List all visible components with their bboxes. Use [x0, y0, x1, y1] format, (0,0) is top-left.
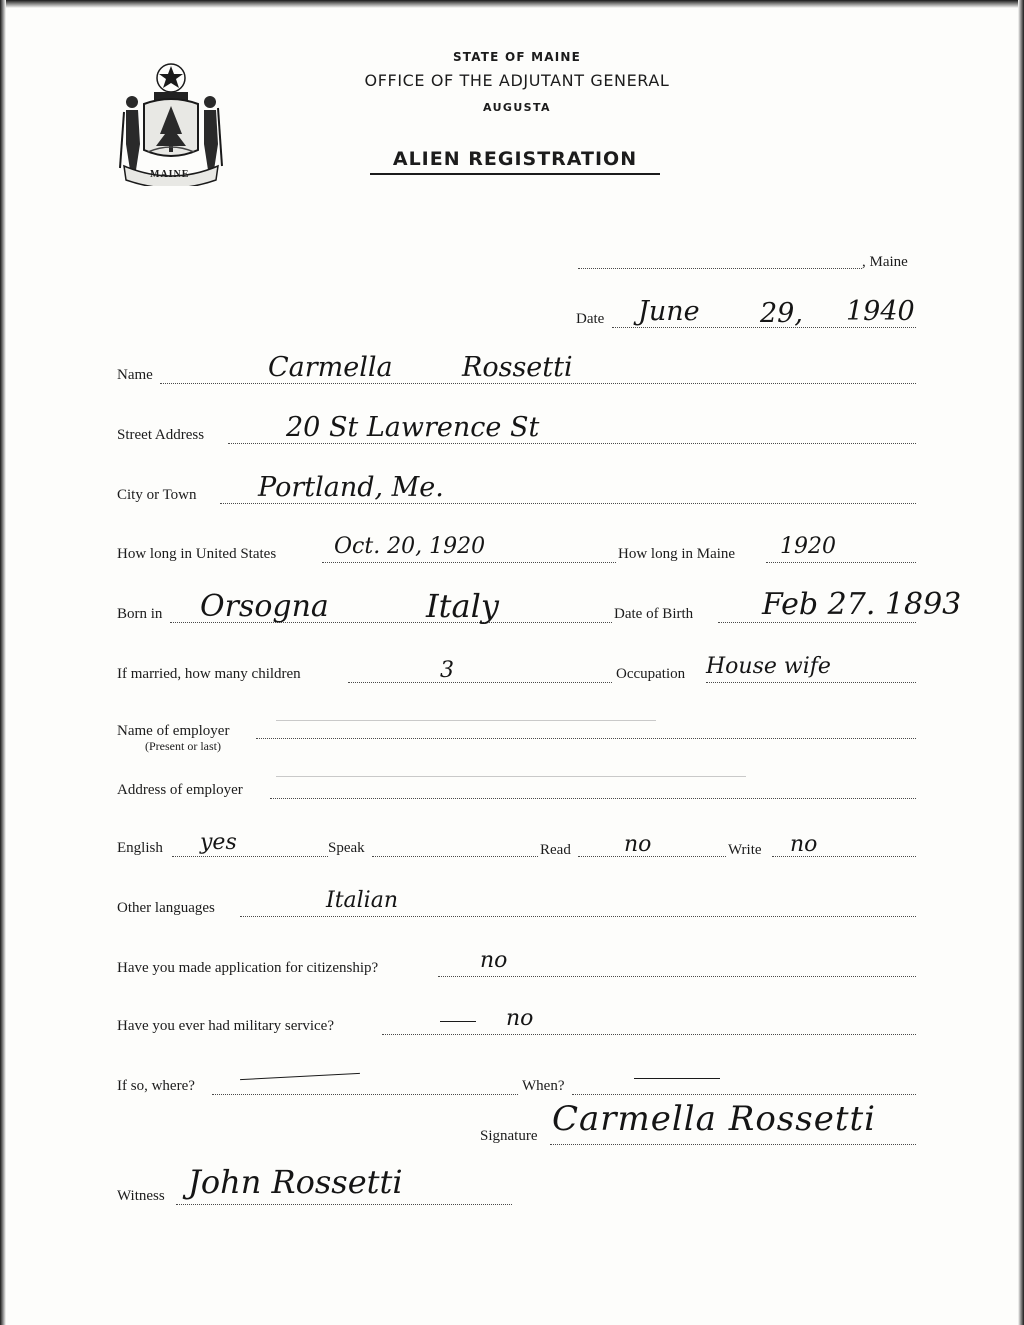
read-value: no: [624, 832, 652, 857]
speak-field-line[interactable]: [372, 856, 538, 857]
when-field-line[interactable]: [572, 1094, 916, 1095]
born-label: Born in: [117, 606, 163, 622]
place-field-line[interactable]: [578, 268, 862, 269]
where-label: If so, where?: [117, 1078, 195, 1094]
children-label: If married, how many children: [117, 666, 301, 682]
date-month-value: June: [638, 296, 700, 327]
date-label: Date: [576, 311, 605, 327]
scan-edge-right: [1018, 0, 1024, 1325]
children-value: 3: [440, 658, 454, 683]
read-label: Read: [540, 842, 571, 858]
english-label: English: [117, 840, 163, 856]
seal-banner-text: MAINE: [150, 169, 190, 180]
signature-field-line[interactable]: [550, 1144, 916, 1145]
employer-address-erased-mark: [276, 776, 746, 777]
witness-field-line[interactable]: [176, 1204, 512, 1205]
header-state: STATE OF MAINE: [452, 50, 582, 64]
name-label: Name: [117, 367, 153, 383]
military-field-line[interactable]: [382, 1034, 916, 1035]
born-country-value: Italy: [426, 587, 499, 625]
form-title: ALIEN REGISTRATION: [370, 148, 660, 175]
children-field-line[interactable]: [348, 682, 612, 683]
citizenship-field-line[interactable]: [438, 976, 916, 977]
maine-value: 1920: [780, 534, 836, 559]
scan-edge-left: [0, 0, 6, 1325]
name-first-value: Carmella: [268, 352, 393, 383]
name-field-line[interactable]: [160, 383, 916, 384]
employer-address-label: Address of employer: [117, 782, 243, 798]
other-lang-field-line[interactable]: [240, 916, 916, 917]
city-label: City or Town: [117, 487, 197, 503]
us-label: How long in United States: [117, 546, 277, 562]
dob-label: Date of Birth: [614, 606, 694, 622]
employer-sublabel: (Present or last): [145, 739, 221, 753]
english-value: yes: [200, 830, 237, 855]
when-label: When?: [522, 1078, 565, 1094]
english-field-line[interactable]: [172, 856, 328, 857]
when-dash-mark: [634, 1078, 720, 1079]
employer-address-field-line[interactable]: [270, 798, 916, 799]
dob-field-line[interactable]: [718, 622, 916, 623]
name-last-value: Rossetti: [462, 352, 573, 383]
street-field-line[interactable]: [228, 443, 916, 444]
occupation-value: House wife: [706, 654, 831, 679]
write-label: Write: [728, 842, 762, 858]
read-field-line[interactable]: [578, 856, 726, 857]
military-label: Have you ever had military service?: [117, 1018, 334, 1034]
citizenship-value: no: [480, 948, 508, 973]
occupation-label: Occupation: [616, 666, 686, 682]
witness-label: Witness: [117, 1188, 165, 1204]
signature-label: Signature: [480, 1128, 538, 1144]
maine-field-line[interactable]: [766, 562, 916, 563]
where-field-line[interactable]: [212, 1094, 518, 1095]
street-label: Street Address: [117, 427, 205, 443]
header-city: AUGUSTA: [483, 101, 551, 114]
place-suffix: , Maine: [862, 254, 908, 270]
city-value: Portland, Me.: [258, 472, 444, 503]
city-field-line[interactable]: [220, 503, 916, 504]
maine-label: How long in Maine: [618, 546, 736, 562]
other-lang-value: Italian: [326, 888, 399, 913]
born-town-value: Orsogna: [200, 589, 329, 624]
witness-value: John Rossetti: [188, 1163, 403, 1201]
other-lang-label: Other languages: [117, 900, 215, 916]
military-value: no: [506, 1006, 534, 1031]
date-year-value: 1940: [846, 296, 915, 327]
employer-erased-mark: [276, 720, 656, 721]
military-dash-mark: [440, 1021, 476, 1022]
scan-edge-top: [0, 0, 1024, 8]
header-office: OFFICE OF THE ADJUTANT GENERAL: [364, 71, 670, 90]
occupation-field-line[interactable]: [706, 682, 916, 683]
signature-value: Carmella Rossetti: [552, 1099, 877, 1139]
date-day-value: 29,: [760, 298, 803, 329]
street-value: 20 St Lawrence St: [286, 412, 540, 443]
us-value: Oct. 20, 1920: [334, 534, 486, 559]
state-seal-icon: [116, 62, 226, 186]
write-value: no: [790, 832, 818, 857]
employer-field-line[interactable]: [256, 738, 916, 739]
where-dash-mark: [240, 1073, 360, 1080]
dob-value: Feb 27. 1893: [762, 587, 962, 622]
citizenship-label: Have you made application for citizenship?: [117, 960, 379, 976]
employer-label: Name of employer: [117, 723, 230, 739]
speak-label: Speak: [328, 840, 365, 856]
us-field-line[interactable]: [322, 562, 616, 563]
